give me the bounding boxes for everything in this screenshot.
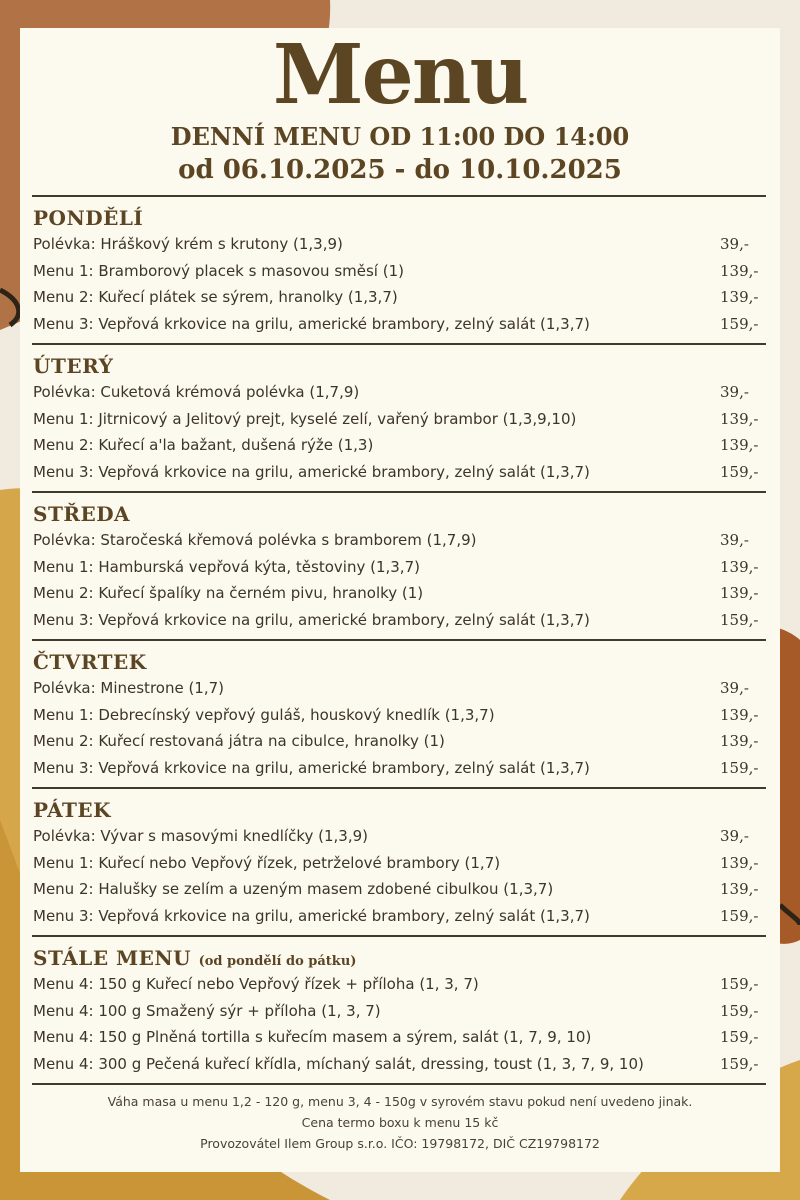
day-title: STŘEDA [33, 502, 131, 526]
menu-item-price: 39,- [720, 383, 749, 402]
day-section [20, 345, 780, 491]
menu-item-text: Menu 4: 150 g Kuřecí nebo Vepřový řízek + příloha (1, 3, 7) [33, 975, 479, 994]
menu-item-text: Menu 3: Vepřová krkovice na grilu, americké brambory, zelný salát (1,3,7) [33, 462, 590, 481]
menu-item-text: Polévka: Vývar s masovými knedlíčky (1,3,9) [33, 827, 369, 846]
menu-header [20, 27, 780, 185]
menu-item-price: 159,- [720, 758, 759, 777]
daily-menu-hours: DENNÍ MENU OD 11:00 DO 14:00 [170, 122, 630, 151]
menu-item [20, 379, 780, 406]
menu-item [20, 580, 780, 607]
menu-item-price: 159,- [720, 906, 759, 925]
menu-item [20, 876, 780, 903]
menu-item [20, 459, 780, 486]
menu-item-text: Menu 1: Jitrnicový a Jelitový prejt, kyselé zelí, vařený brambor (1,3,9,10) [33, 409, 577, 428]
date-range: od 06.10.2025 - do 10.10.2025 [178, 155, 622, 185]
footer [20, 1091, 780, 1154]
menu-item [20, 850, 780, 877]
menu-item-price: 139,- [720, 705, 759, 724]
menu-item-text: Polévka: Cuketová krémová polévka (1,7,9) [33, 383, 360, 402]
days-container [20, 195, 780, 935]
menu-item [20, 755, 780, 782]
menu-item [20, 258, 780, 285]
standing-menu-name: STÁLE MENU [33, 946, 192, 970]
menu-item [20, 432, 780, 459]
menu-item-text: Menu 2: Kuřecí a'la bažant, dušená rýže (1,3) [33, 436, 374, 455]
footer-weight-note: Váha masa u menu 1,2 - 120 g, menu 3, 4 - 150g v syrovém stavu pokud není uvedeno jinak. [107, 1094, 693, 1109]
menu-item-text: Menu 4: 300 g Pečená kuřecí křídla, míchaný salát, dressing, toust (1, 3, 7, 9, 10) [33, 1054, 644, 1073]
menu-item-text: Menu 1: Kuřecí nebo Vepřový řízek, petrželové brambory (1,7) [33, 853, 501, 872]
menu-item-price: 139,- [720, 584, 759, 603]
standing-menu-items [20, 971, 780, 1077]
menu-item-text: Menu 2: Halušky se zelím a uzeným masem zdobené cibulkou (1,3,7) [33, 880, 554, 899]
menu-item [20, 231, 780, 258]
menu-item [20, 311, 780, 338]
menu-item-price: 139,- [720, 732, 759, 751]
menu-item [20, 1024, 780, 1051]
menu-item-price: 139,- [720, 409, 759, 428]
menu-item-price: 159,- [720, 1054, 759, 1073]
menu-item [20, 998, 780, 1025]
menu-item-price: 159,- [720, 610, 759, 629]
menu-item-price: 39,- [720, 235, 749, 254]
menu-item [20, 1051, 780, 1078]
menu-item-price: 139,- [720, 288, 759, 307]
menu-item-price: 139,- [720, 557, 759, 576]
menu-item-text: Menu 4: 100 g Smažený sýr + příloha (1, 3, 7) [33, 1001, 381, 1020]
menu-item-text: Menu 3: Vepřová krkovice na grilu, americké brambory, zelný salát (1,3,7) [33, 906, 590, 925]
standing-menu-section [20, 937, 780, 1083]
menu-item [20, 527, 780, 554]
standing-menu-note: (od pondělí do pátku) [198, 954, 357, 969]
day-section [20, 641, 780, 787]
menu-item-text: Menu 4: 150 g Plněná tortilla s kuřecím masem a sýrem, salát (1, 7, 9, 10) [33, 1028, 592, 1047]
footer-operator: Provozovátel Ilem Group s.r.o. IČO: 19798172, DIČ CZ19798172 [200, 1136, 600, 1151]
menu-item [20, 702, 780, 729]
menu-card [20, 28, 780, 1172]
menu-item-text: Menu 3: Vepřová krkovice na grilu, americké brambory, zelný salát (1,3,7) [33, 314, 590, 333]
menu-item-text: Polévka: Staročeská křemová polévka s bramborem (1,7,9) [33, 531, 477, 550]
menu-item-text: Menu 1: Debrecínský vepřový guláš, houskový knedlík (1,3,7) [33, 705, 495, 724]
menu-item [20, 728, 780, 755]
day-title: PONDĚLÍ [33, 206, 144, 230]
day-section [20, 197, 780, 343]
page-title: Menu [272, 27, 528, 123]
day-section [20, 789, 780, 935]
menu-item-text: Menu 1: Hamburská vepřová kýta, těstoviny (1,3,7) [33, 557, 420, 576]
menu-item-price: 39,- [720, 679, 749, 698]
menu-item-text: Menu 1: Bramborový placek s masovou směsí (1) [33, 261, 404, 280]
menu-item-text: Menu 2: Kuřecí restovaná játra na cibulce, hranolky (1) [33, 732, 445, 751]
menu-item-price: 139,- [720, 261, 759, 280]
menu-item [20, 284, 780, 311]
menu-item [20, 903, 780, 930]
menu-item-price: 159,- [720, 975, 759, 994]
menu-item [20, 554, 780, 581]
divider [32, 1083, 766, 1085]
menu-item-price: 159,- [720, 1028, 759, 1047]
menu-item-text: Menu 2: Kuřecí špalíky na černém pivu, hranolky (1) [33, 584, 424, 603]
day-title: ČTVRTEK [33, 650, 147, 674]
menu-item [20, 675, 780, 702]
standing-menu-title [33, 945, 780, 971]
menu-item [20, 607, 780, 634]
menu-item-price: 139,- [720, 853, 759, 872]
day-title: ÚTERÝ [33, 354, 114, 378]
menu-item-price: 139,- [720, 880, 759, 899]
menu-item [20, 971, 780, 998]
day-section [20, 493, 780, 639]
menu-item-text: Menu 3: Vepřová krkovice na grilu, americké brambory, zelný salát (1,3,7) [33, 758, 590, 777]
menu-item-text: Menu 3: Vepřová krkovice na grilu, americké brambory, zelný salát (1,3,7) [33, 610, 590, 629]
menu-item-text: Polévka: Minestrone (1,7) [33, 679, 225, 698]
menu-item-price: 159,- [720, 462, 759, 481]
menu-item-text: Polévka: Hráškový krém s krutony (1,3,9) [33, 235, 343, 254]
menu-item [20, 406, 780, 433]
menu-item-text: Menu 2: Kuřecí plátek se sýrem, hranolky (1,3,7) [33, 288, 398, 307]
menu-item-price: 139,- [720, 436, 759, 455]
menu-item [20, 823, 780, 850]
menu-item-price: 159,- [720, 1001, 759, 1020]
menu-item-price: 39,- [720, 531, 749, 550]
footer-box-price: Cena termo boxu k menu 15 kč [301, 1115, 499, 1130]
day-title: PÁTEK [33, 798, 112, 822]
menu-item-price: 39,- [720, 827, 749, 846]
menu-item-price: 159,- [720, 314, 759, 333]
